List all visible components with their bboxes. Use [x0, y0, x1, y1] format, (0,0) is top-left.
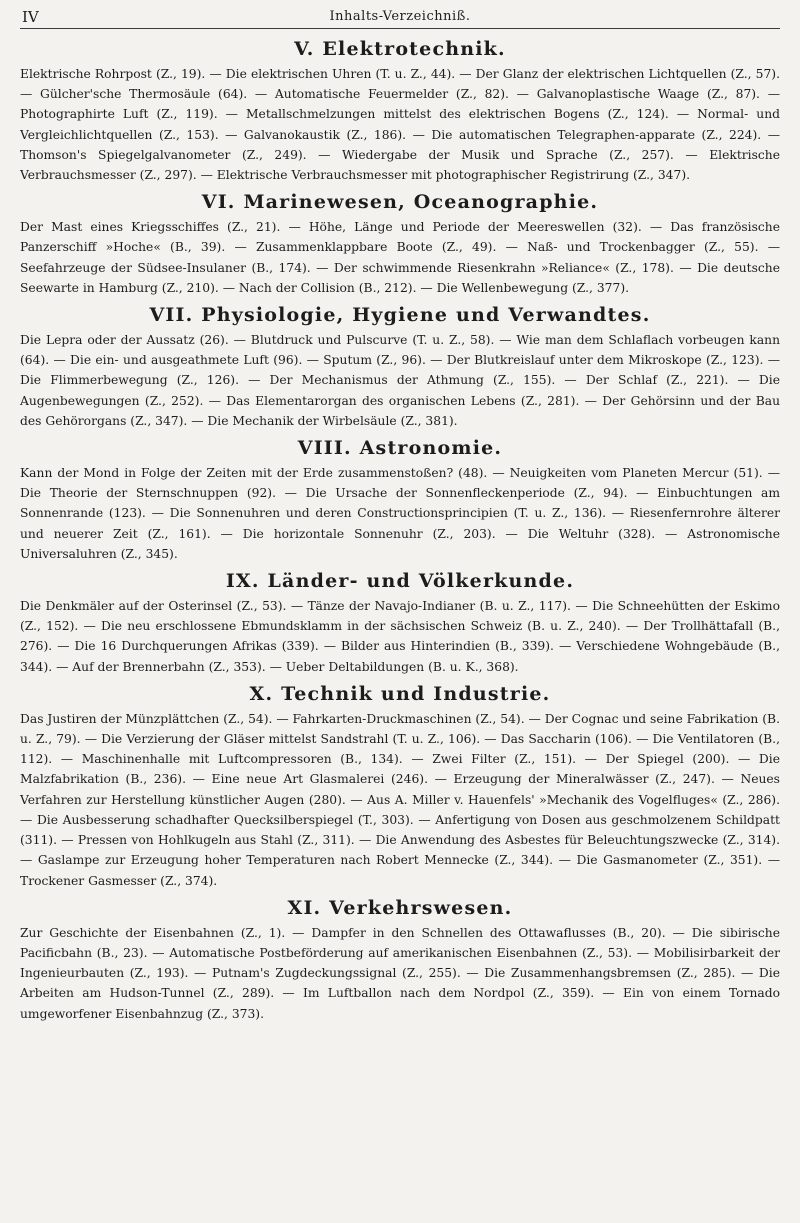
section-entries: Der Mast eines Kriegsschiffes (Z., 21). — Höhe, Länge und Periode der Meereswellen (32). — Das französische Panzerschiff »Hoche« (B., 39). — Zusammenklappbare Boote (Z., 49). — Naß- und Trockenbagger (Z., 55). — Seefahrzeuge der Südsee-Insulaner (B., 174). — Der schwimmende Riesenkrahn »Reliance« (Z., 178). — Die deutsche Seewarte in Hamburg (Z., 210). — Nach der Collision (B., 212). — Die Wellenbewegung (Z., 377). — [20, 220, 780, 295]
section-entries: Die Lepra oder der Aussatz (26). — Blutdruck und Pulscurve (T. u. Z., 58). — Wie man dem Schlaflach vorbeugen kann (64). — Die ein- und ausgeathmete Luft (96). — Sputum (Z., 96). — Der Blutkreislauf unter dem Mikroskope (Z., 123). — Die Flimmerbewegung (Z., 126). — Der Mechanismus der Athmung (Z., 155). — Der Schlaf (Z., 221). — Die Augenbewegungen (Z., 252). — Das Elementarorgan des organischen Lebens (Z., 281). — Der Gehörsinn und der Bau des Gehörorgans (Z., 347). — Die Mechanik der Wirbelsäule (Z., 381). — [20, 333, 780, 428]
section-entries: Kann der Mond in Folge der Zeiten mit der Erde zusammenstoßen? (48). — Neuigkeiten vom Planeten Mercur (51). — Die Theorie der Sternschnuppen (92). — Die Ursache der Sonnenfleckenperiode (Z., 94). — Einbuchtungen am Sonnenrande (123). — Die Sonnenuhren und deren Constructionsprincipien (T. u. Z., 136). — Riesenfernrohre älterer und neuerer Zeit (Z., 161). — Die horizontale Sonnenuhr (Z., 203). — Die Weltuhr (328). — Astronomische Universaluhren (Z., 345). — [20, 466, 780, 561]
section-heading: VIII. Astronomie. — [297, 437, 503, 460]
section-geography — [20, 569, 780, 677]
running-title: Inhalts-Verzeichniß. — [329, 9, 471, 24]
page-header — [20, 6, 780, 29]
section-entries: Zur Geschichte der Eisenbahnen (Z., 1). — Dampfer in den Schnellen des Ottawaflusses (B., 20). — Die sibirische Pacificbahn (B., 23). — Automatische Postbeförderung auf amerikanischen Eisenbahnen (Z., 53). — Mobilisirbarkeit der Ingenieurbauten (Z., 193). — Putnam's Zugdeckungssignal (Z., 255). — Die Zusammenhangsbremsen (Z., 285). — Die Arbeiten am Hudson-Tunnel (Z., 289). — Im Luftballon nach dem Nordpol (Z., 359). — Ein von einem Tornado umgeworfener Eisenbahnzug (Z., 373). — [20, 925, 780, 1021]
section-entries: Das Justiren der Münzplättchen (Z., 54). — Fahrkarten-Druckmaschinen (Z., 54). — Der Cognac und seine Fabrikation (B. u. Z., 79). — Die Verzierung der Gläser mittelst Sandstrahl (T. u. Z., 106). — Das Saccharin (106). — Die Ventilatoren (B., 112). — Maschinenhalle mit Luftcompressoren (B., 134). — Zwei Filter (Z., 151). — Der Spiegel (200). — Die Malzfabrikation (B., 236). — Eine neue Art Glasmalerei (246). — Erzeugung der Mineralwässer (Z., 247). — Neues Verfahren zur Herstellung künstlicher Augen (280). — Aus A. Miller v. Hauenfels' »Mechanik des Vogelfluges« (Z., 286). — Die Ausbesserung schadhafter Quecksilberspiegel (T., 303). — Anfertigung von Dosen aus geschmolzenem Schildpatt (311). — Pressen von Hohlkugeln aus Stahl (Z., 311). — Die Anwendung des Asbestes für Beleuchtungszwecke (Z., 314). — Gaslampe zur Erzeugung hoher Temperaturen nach Robert Mennecke (Z., 344). — Die Gasmanometer (Z., 351). — Trockener Gasmesser (Z., 374). — [20, 711, 780, 888]
section-heading: IX. Länder- und Völkerkunde. — [225, 570, 575, 593]
section-entries: Die Denkmäler auf der Osterinsel (Z., 53). — Tänze der Navajo-Indianer (B. u. Z., 117). — Die Schneehütten der Eskimo (Z., 152). — Die neu erschlossene Ebmundsklamm in der sächsischen Schweiz (B. u. Z., 240). — Der Trollhättafall (B., 276). — Die 16 Durchquerungen Afrikas (339). — Bilder aus Hinterindien (B., 339). — Verschiedene Wohngebäude (B., 344). — Auf der Brennerbahn (Z., 353). — Ueber Deltabildungen (B. u. K., 368). — [20, 599, 780, 674]
section-electrotechnics — [20, 37, 780, 185]
section-marine — [20, 190, 780, 298]
section-entries: Elektrische Rohrpost (Z., 19). — Die elektrischen Uhren (T. u. Z., 44). — Der Glanz der elektrischen Lichtquellen (Z., 57). — Gülcher'sche Thermosäule (64). — Automatische Feuermelder (Z., 82). — Galvanoplastische Waage (Z., 87). — Photographirte Luft (Z., 119). — Metallschmelzungen mittelst des elektrischen Bogens (Z., 124). — Normal- und Vergleichlichtquellen (Z., 153). — Galvanokaustik (Z., 186). — Die automatischen Telegraphen-apparate (Z., 224). — Thomson's Spiegelgalvanometer (Z., 249). — Wiedergabe der Musik und Sprache (Z., 257). — Elektrische Verbrauchsmesser (Z., 297). — Elektrische Verbrauchsmesser mit photographischer Registrirung (Z., 347). — [20, 67, 780, 183]
section-heading: VII. Physiologie, Hygiene und Verwandtes. — [149, 304, 651, 327]
page-number: IV — [22, 8, 39, 26]
section-technology — [20, 682, 780, 891]
section-heading: VI. Marinewesen, Oceanographie. — [201, 191, 599, 214]
section-transport — [20, 896, 780, 1024]
section-physiology — [20, 303, 780, 431]
section-heading: V. Elektrotechnik. — [294, 38, 506, 60]
section-astronomy — [20, 436, 780, 564]
section-heading: XI. Verkehrswesen. — [287, 896, 513, 919]
section-heading: X. Technik und Industrie. — [249, 682, 551, 705]
